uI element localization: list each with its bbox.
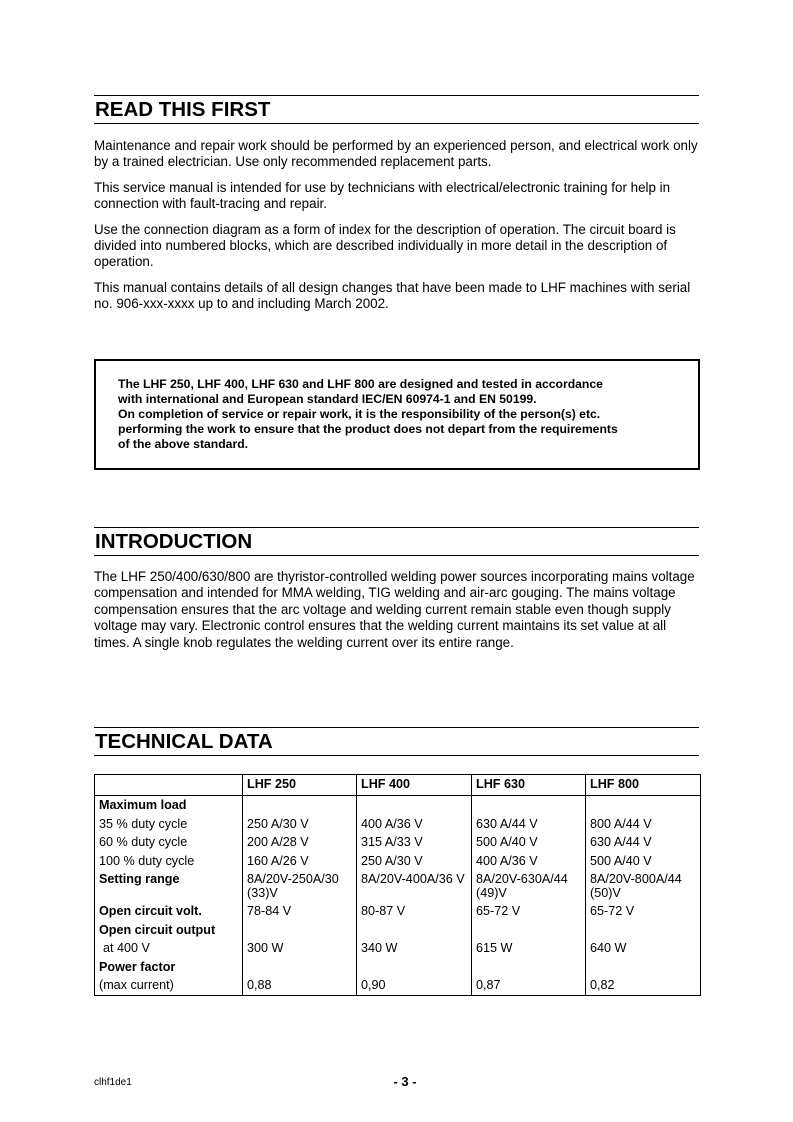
table-cell <box>243 796 357 815</box>
row-label: Open circuit output <box>95 921 243 940</box>
table-header-cell: LHF 800 <box>586 775 701 796</box>
page-number: - 3 - <box>393 1074 417 1089</box>
standards-notice-text <box>118 377 683 452</box>
table-cell: 640 W <box>586 939 701 958</box>
table-cell: 0,90 <box>357 976 472 995</box>
table-cell: 400 A/36 V <box>357 815 472 834</box>
read-first-paragraph: Use the connection diagram as a form of index for the description of operation. The circuit board is divided into numbered blocks, which are described individually in more detail in the description of operation. <box>94 221 676 270</box>
standards-notice-box <box>94 359 700 470</box>
table-cell: 500 A/40 V <box>586 852 701 871</box>
read-first-paragraph: Maintenance and repair work should be performed by an experienced person, and electrical work only by a trained electrician. Use only recommended replacement parts. <box>94 138 698 170</box>
notice-line: performing the work to ensure that the product does not depart from the requirements <box>118 422 618 436</box>
table-cell: 500 A/40 V <box>472 833 586 852</box>
table-cell: 200 A/28 V <box>243 833 357 852</box>
table-cell <box>357 796 472 815</box>
table-row <box>95 796 701 815</box>
table-cell: 800 A/44 V <box>586 815 701 834</box>
row-label: Maximum load <box>95 796 243 815</box>
row-label: 35 % duty cycle <box>95 815 243 834</box>
table-header-row <box>95 775 701 796</box>
read-first-heading: READ THIS FIRST <box>94 95 699 124</box>
table-cell <box>243 921 357 940</box>
table-cell: 340 W <box>357 939 472 958</box>
table-row <box>95 958 701 977</box>
table-cell: 8A/20V-800A/44 (50)V <box>586 870 701 902</box>
table-cell: 80-87 V <box>357 902 472 921</box>
table-header-cell: LHF 250 <box>243 775 357 796</box>
table-cell: 8A/20V-400A/36 V <box>357 870 472 902</box>
document-code: clhf1de1 <box>94 1077 132 1088</box>
table-cell <box>472 796 586 815</box>
table-cell <box>586 921 701 940</box>
notice-line: of the above standard. <box>118 437 249 451</box>
introduction-paragraph: The LHF 250/400/630/800 are thyristor-controlled welding power sources incorporating mains voltage compensation and intended for MMA welding, TIG welding and air-arc gouging. The mains voltage compensation ensures that the arc voltage and welding current remain stable even though supply voltage may vary. Electronic control ensures that the welding current maintains its set value at all times. A single knob regulates the welding current over its entire range. <box>94 569 695 650</box>
row-label: Open circuit volt. <box>95 902 243 921</box>
read-first-paragraph: This service manual is intended for use by technicians with electrical/electronic training for help in connection with fault-tracing and repair. <box>94 179 671 212</box>
table-cell <box>472 921 586 940</box>
notice-line: The LHF 250, LHF 400, LHF 630 and LHF 800 are designed and tested in accordance <box>118 377 603 391</box>
table-cell: 400 A/36 V <box>472 852 586 871</box>
read-first-section <box>94 95 699 313</box>
table-row <box>95 833 701 852</box>
table-cell: 0,87 <box>472 976 586 995</box>
table-row <box>95 902 701 921</box>
technical-data-section <box>94 727 699 756</box>
row-label: 100 % duty cycle <box>95 852 243 871</box>
table-cell: 630 A/44 V <box>472 815 586 834</box>
table-header-cell <box>95 775 243 796</box>
read-first-paragraph: This manual contains details of all design changes that have been made to LHF machines with serial no. 906-xxx-xxxx up to and including March 2002. <box>94 279 691 312</box>
table-cell <box>357 958 472 977</box>
table-cell: 160 A/26 V <box>243 852 357 871</box>
table-cell: 315 A/33 V <box>357 833 472 852</box>
row-label: Setting range <box>95 870 243 902</box>
row-label: Power factor <box>95 958 243 977</box>
technical-data-table <box>94 774 701 996</box>
table-cell: 78-84 V <box>243 902 357 921</box>
row-label: at 400 V <box>95 939 243 958</box>
technical-data-heading: TECHNICAL DATA <box>94 727 699 756</box>
table-cell <box>586 796 701 815</box>
table-cell: 8A/20V-630A/44 (49)V <box>472 870 586 902</box>
table-row <box>95 921 701 940</box>
table-cell <box>243 958 357 977</box>
table-cell: 0,82 <box>586 976 701 995</box>
introduction-heading: INTRODUCTION <box>94 527 699 556</box>
table-header-cell: LHF 630 <box>472 775 586 796</box>
table-row <box>95 852 701 871</box>
table-header-cell: LHF 400 <box>357 775 472 796</box>
table-cell <box>472 958 586 977</box>
table-cell: 615 W <box>472 939 586 958</box>
notice-line: with international and European standard IEC/EN 60974-1 and EN 50199. <box>118 392 537 406</box>
row-label: 60 % duty cycle <box>95 833 243 852</box>
introduction-section <box>94 527 699 651</box>
table-cell <box>357 921 472 940</box>
table-row <box>95 976 701 995</box>
table-cell: 630 A/44 V <box>586 833 701 852</box>
table-cell: 65-72 V <box>472 902 586 921</box>
table-cell: 0,88 <box>243 976 357 995</box>
table-row <box>95 870 701 902</box>
table-cell <box>586 958 701 977</box>
table-cell: 250 A/30 V <box>243 815 357 834</box>
notice-line: On completion of service or repair work, it is the responsibility of the person(s) etc. <box>118 407 601 421</box>
table-cell: 8A/20V-250A/30 (33)V <box>243 870 357 902</box>
table-cell: 65-72 V <box>586 902 701 921</box>
table-cell: 300 W <box>243 939 357 958</box>
table-row <box>95 815 701 834</box>
table-cell: 250 A/30 V <box>357 852 472 871</box>
table-row <box>95 939 701 958</box>
row-label: (max current) <box>95 976 243 995</box>
